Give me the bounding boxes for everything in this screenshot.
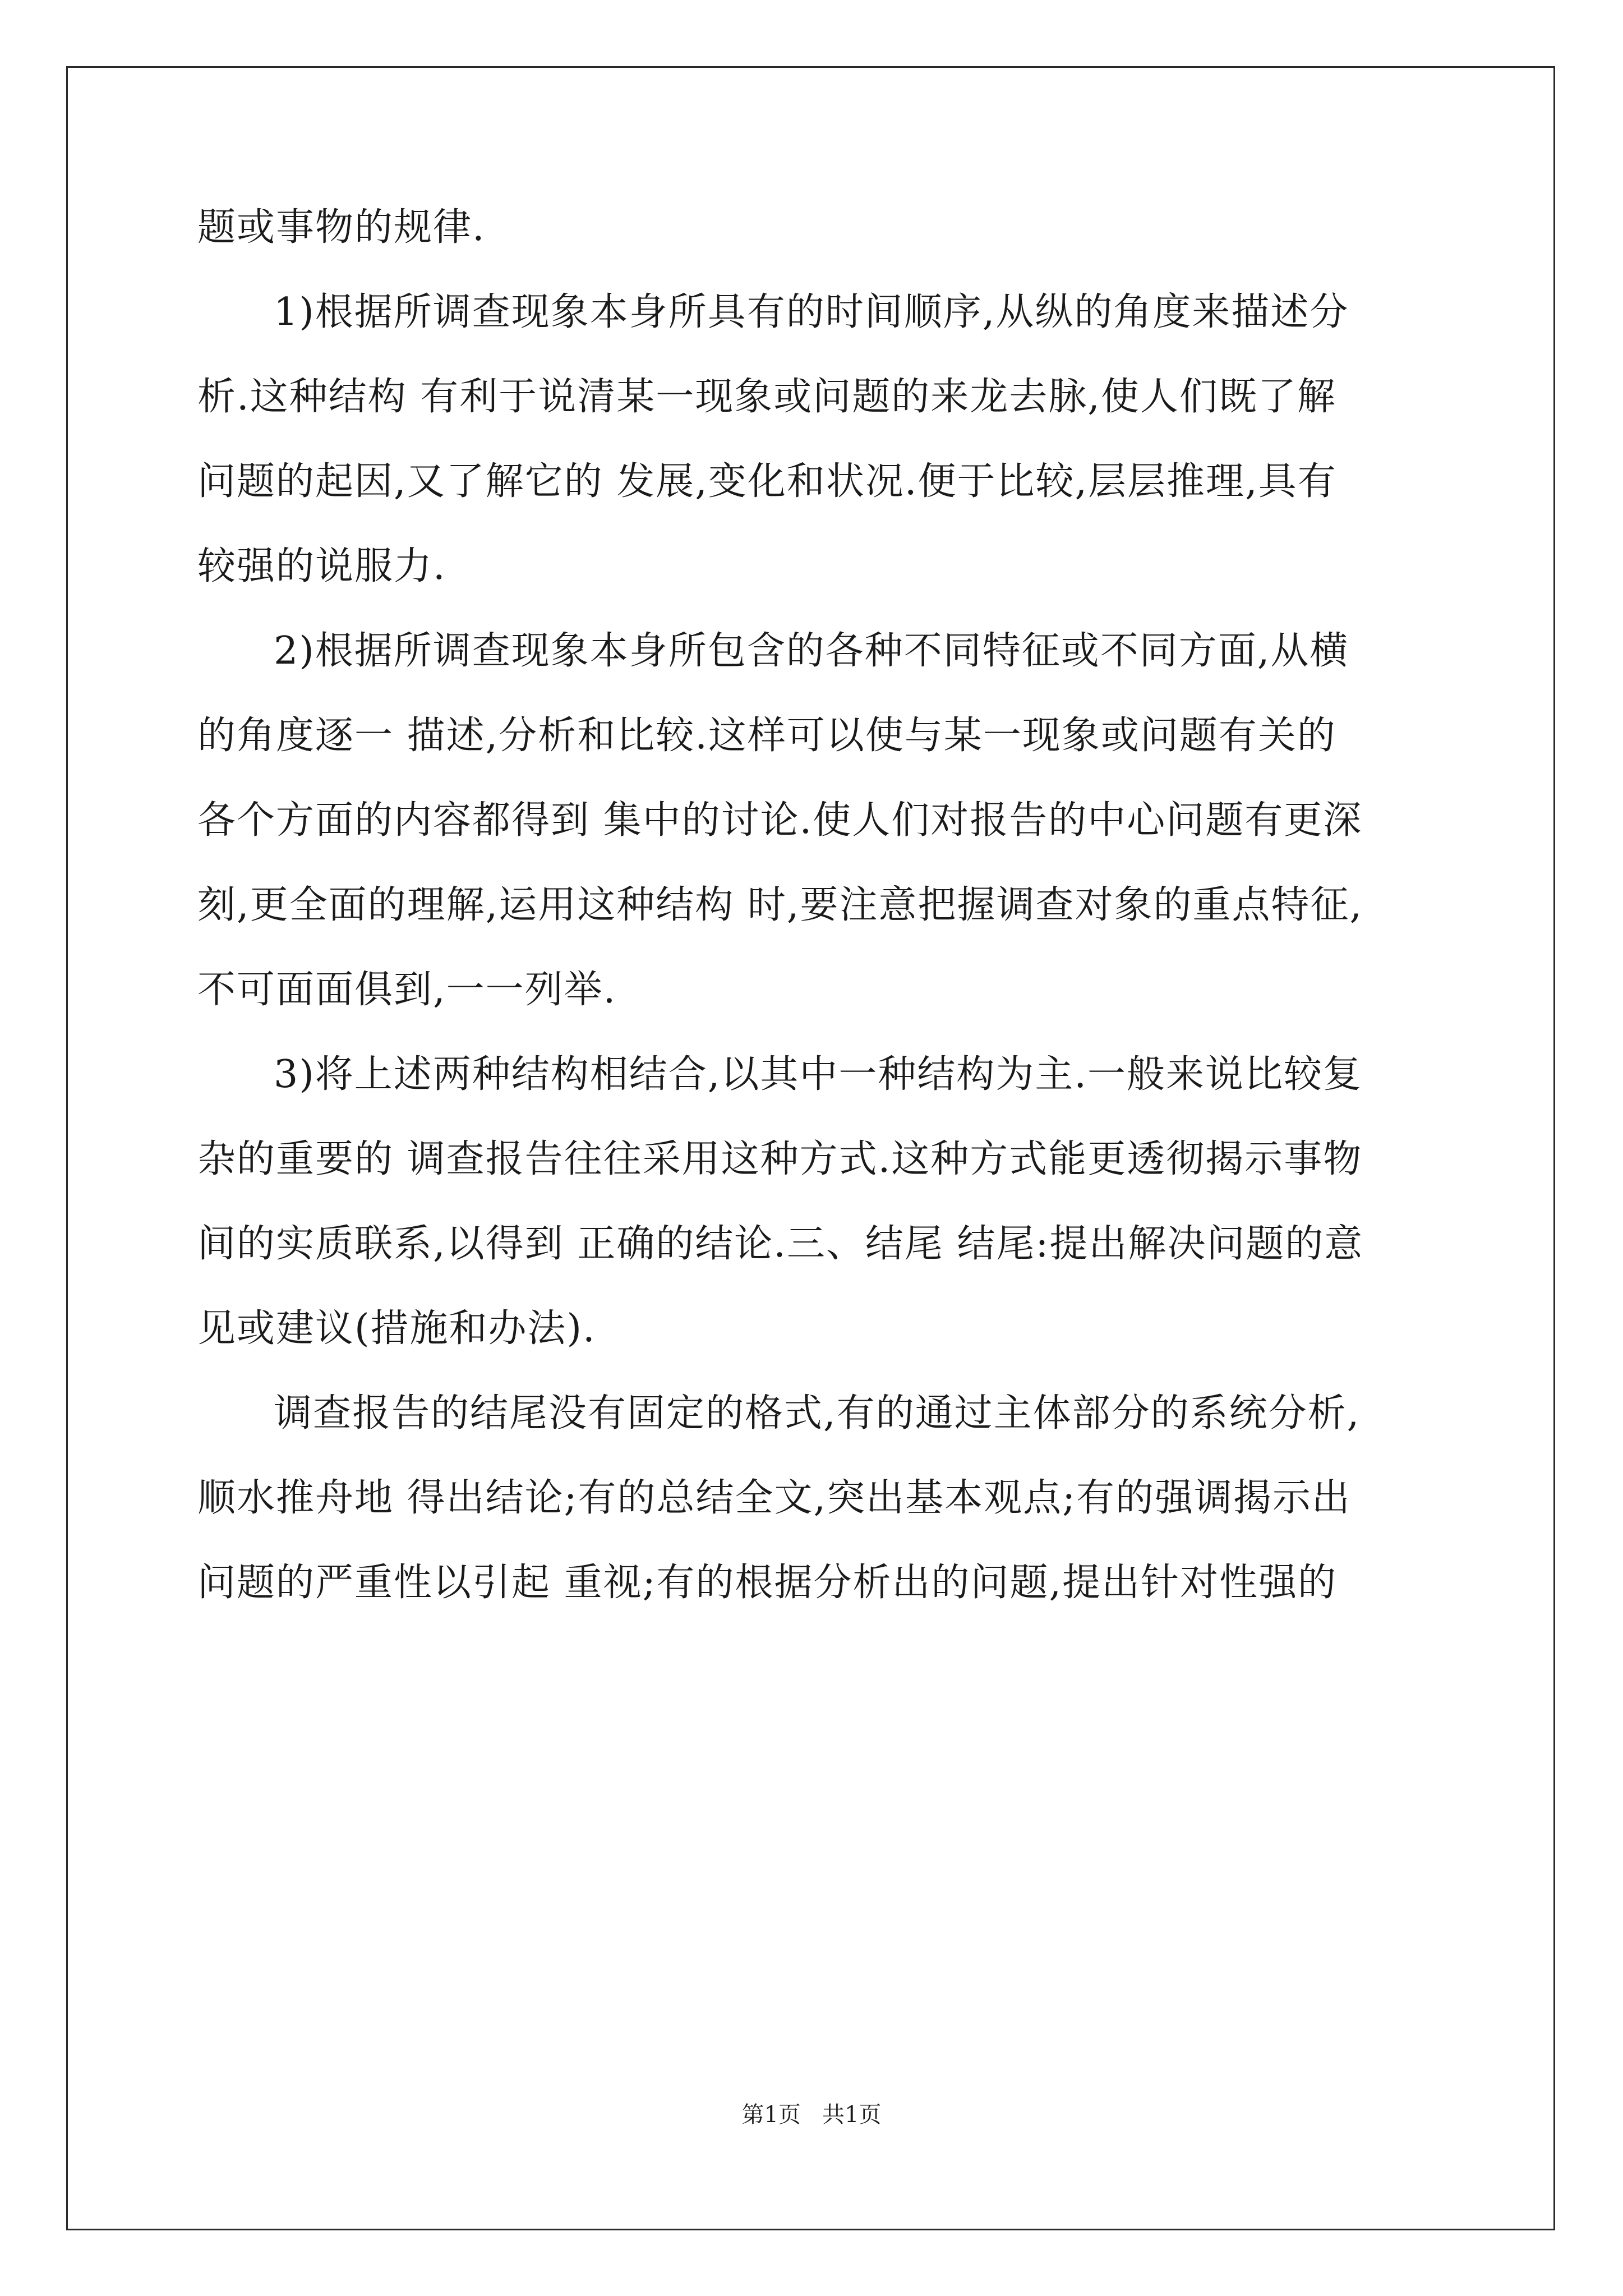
- text-line-1: 题或事物的规律.: [197, 205, 486, 250]
- text-line-9: 刻,更全面的理解,运用这种结构 时,要注意把握调查对象的重点特征,: [197, 883, 1363, 927]
- text-line-6: 2)根据所调查现象本身所包含的各种不同特征或不同方面,从横: [274, 629, 1349, 673]
- text-line-8: 各个方面的内容都得到 集中的讨论.使人们对报告的中心问题有更深: [197, 798, 1363, 843]
- text-line-11: 3)将上述两种结构相结合,以其中一种结构为主.一般来说比较复: [274, 1052, 1363, 1097]
- text-line-5: 较强的说服力.: [197, 544, 446, 588]
- text-line-13: 间的实质联系,以得到 正确的结论.三、结尾 结尾:提出解决问题的意: [197, 1222, 1364, 1266]
- text-line-7: 的角度逐一 描述,分析和比较.这样可以使与某一现象或问题有关的: [197, 714, 1336, 758]
- document-body: [197, 202, 1420, 1608]
- text-line-3: 析.这种结构 有利于说清某一现象或问题的来龙去脉,使人们既了解: [197, 375, 1336, 419]
- page-number: 第1页 共1页: [741, 2102, 882, 2128]
- text-line-12: 杂的重要的 调查报告往往采用这种方式.这种方式能更透彻揭示事物: [197, 1137, 1363, 1181]
- text-line-2: 1)根据所调查现象本身所具有的时间顺序,从纵的角度来描述分: [274, 290, 1349, 334]
- text-line-10: 不可面面俱到,一一列举.: [197, 968, 617, 1012]
- text-line-17: 问题的严重性以引起 重视;有的根据分析出的问题,提出针对性强的: [197, 1561, 1338, 1605]
- text-line-4: 问题的起因,又了解它的 发展,变化和状况.便于比较,层层推理,具有: [197, 459, 1337, 504]
- text-line-16: 顺水推舟地 得出结论;有的总结全文,突出基本观点;有的强调揭示出: [197, 1476, 1352, 1520]
- text-line-15: 调查报告的结尾没有固定的格式,有的通过主体部分的系统分析,: [274, 1391, 1361, 1435]
- text-line-14: 见或建议(措施和办法).: [197, 1306, 596, 1351]
